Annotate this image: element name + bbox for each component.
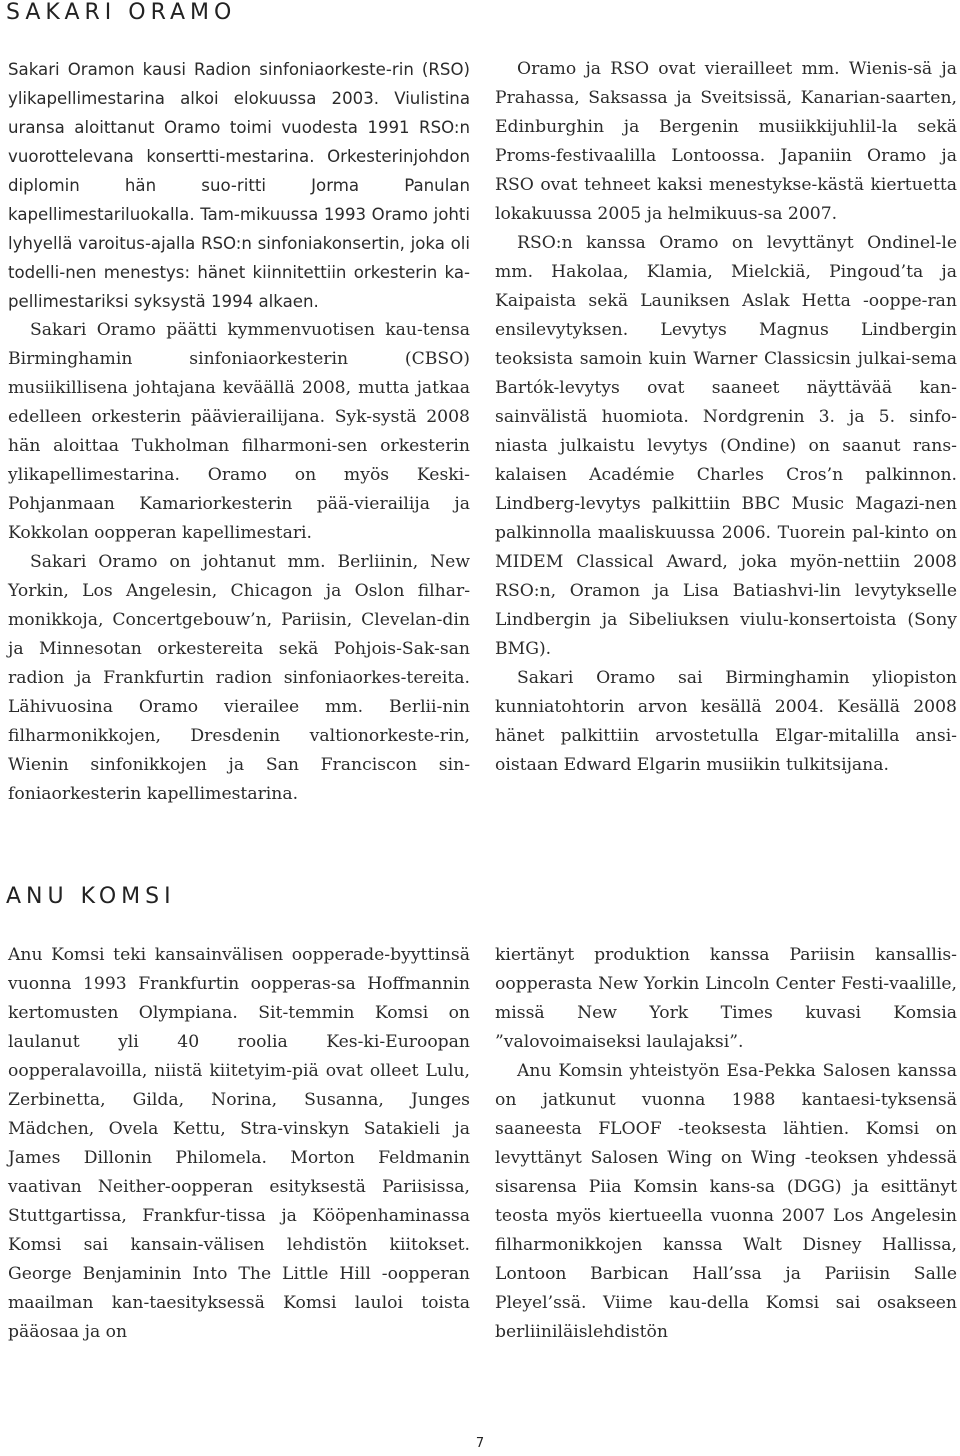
paragraph: Sakari Oramo on johtanut mm. Berliinin, New Yorkin, Los Angelesin, Chicagon ja Oslon filhar-monikkoja, Concertgebouw’n, Pariisin, Clevelan-din ja Minnesotan orkestereita sekä Pohjois-Sak-san radion ja Frankfurtin radion sinfoniaorkes-tereita. Lähivuosina Oramo vierailee mm. Berlii-nin filharmonikkojen, Dresdenin valtionorkeste-rin, Wienin sinfonikkojen ja San Franciscon sin-foniaorkesterin kapellimestarina. xyxy=(8,552,470,804)
section-1-right-column xyxy=(495,55,957,780)
paragraph: Anu Komsi teki kansainvälisen oopperade-byyttinsä vuonna 1993 Frankfurtin oopperas-sa Hoffmannin kertomusten Olympiana. Sit-temmin Komsi on laulanut yli 40 roolia Kes-ki-Euroopan oopperalavoilla, niistä kiitetyim-piä ovat olleet Lulu, Zerbinetta, Gilda, Norina, Susanna, Junges Mädchen, Ovela Kettu, Stra-vinskyn Satakieli ja James Dillonin Philomela. Morton Feldmanin vaativan Neither-oopperan esityksestä Pariisissa, Stuttgartissa, Frankfur-tissa ja Kööpenhaminassa Komsi sai kansain-välisen lehdistön kiitokset. George Benjaminin Into The Little Hill -oopperan maailman kan-taesityksessä Komsi lauloi toista pääosaa ja on xyxy=(8,945,470,1342)
section-2-right-column xyxy=(495,941,957,1347)
section-2-left-column xyxy=(8,941,470,1347)
paragraph: Sakari Oramo sai Birminghamin yliopiston kunniatohtorin arvon kesällä 2004. Kesällä 2008 hänet palkittiin arvostetulla Elgar-mitalilla ansi-oistaan Edward Elgarin musiikin tulkitsijana. xyxy=(495,668,957,775)
section-1-left-column xyxy=(8,55,470,809)
paragraph: Sakari Oramon kausi Radion sinfoniaorkeste-rin (RSO) ylikapellimestarina alkoi elokuussa 2003. Viulistina uransa aloittanut Oramo toimi vuodesta 1991 RSO:n vuorottelevana konsertti-mestarina. Orkesterinjohdon diplomin hän suo-ritti Jorma Panulan kapellimestariluokalla. Tam-mikuussa 1993 Oramo johti lyhyellä varoitus-ajalla RSO:n sinfoniakonsertin, joka oli todelli-nen menestys: hänet kiinnitettiin orkesterin ka-pellimestariksi syksystä 1994 alkaen. xyxy=(8,60,470,311)
page-number: 7 xyxy=(475,1436,485,1451)
paragraph: Oramo ja RSO ovat vierailleet mm. Wienis-sä ja Prahassa, Saksassa ja Sveitsissä, Kanarian-saarten, Edinburghin ja Bergenin musiikkijuhlil-la sekä Proms-festivaalilla Lontoossa. Japaniin Oramo ja RSO ovat tehneet kaksi menestykse-kästä kiertuetta lokakuussa 2005 ja helmikuus-sa 2007. xyxy=(495,59,957,224)
paragraph: Anu Komsin yhteistyön Esa-Pekka Salosen kanssa on jatkunut vuonna 1988 kantaesi-tyksensä saaneesta FLOOF -teoksesta lähtien. Komsi on levyttänyt Salosen Wing on Wing -teoksen yhdessä sisarensa Piia Komsin kans-sa (DGG) ja esittänyt teosta myös kiertueella vuonna 2007 Los Angelesin filharmonikkojen kanssa Walt Disney Hallissa, Lontoon Barbican Hall’ssa ja Pariisin Salle Pleyel’ssä. Viime kau-della Komsi sai osakseen berliiniläislehdistön xyxy=(495,1061,957,1342)
paragraph: kiertänyt produktion kanssa Pariisin kansallis-oopperasta New Yorkin Lincoln Center Festi-vaalille, missä New York Times kuvasi Komsia ”valovoimaiseksi laulajaksi”. xyxy=(495,945,957,1052)
paragraph: RSO:n kanssa Oramo on levyttänyt Ondinel-le mm. Hakolaa, Klamia, Mielckiä, Pingoud’ta ja Kaipaista sekä Launiksen Aslak Hetta -ooppe-ran ensilevytyksen. Levytys Magnus Lindbergin teoksista samoin kuin Warner Classicsin julkai-sema Bartók-levytys ovat saaneet näyttävää kan-sainvälistä huomiota. Nordgrenin 3. ja 5. sinfo-niasta julkaistu levytys (Ondine) on saanut rans-kalaisen Académie Charles Cros’n palkinnon. Lindberg-levytys palkittiin BBC Music Magazi-nen palkinnolla maaliskuussa 2006. Tuorein pal-kinto on MIDEM Classical Award, joka myön-nettiin 2008 RSO:n, Oramon ja Lisa Batiashvi-lin levytykselle Lindbergin ja Sibeliuksen viulu-konsertoista (Sony BMG). xyxy=(495,233,957,659)
paragraph: Sakari Oramo päätti kymmenvuotisen kau-tensa Birminghamin sinfoniaorkesterin (CBSO) musiikillisena johtajana keväällä 2008, mutta jatkaa edelleen orkesterin päävierailijana. Syk-systä 2008 hän aloittaa Tukholman filharmoni-sen orkesterin ylikapellimestarina. Oramo on myös Keski-Pohjanmaan Kamariorkesterin pää-vierailija ja Kokkolan oopperan kapellimestari. xyxy=(8,320,470,543)
section-heading-sakari-oramo: SAKARI ORAMO xyxy=(6,0,237,25)
section-heading-anu-komsi: ANU KOMSI xyxy=(6,884,176,909)
